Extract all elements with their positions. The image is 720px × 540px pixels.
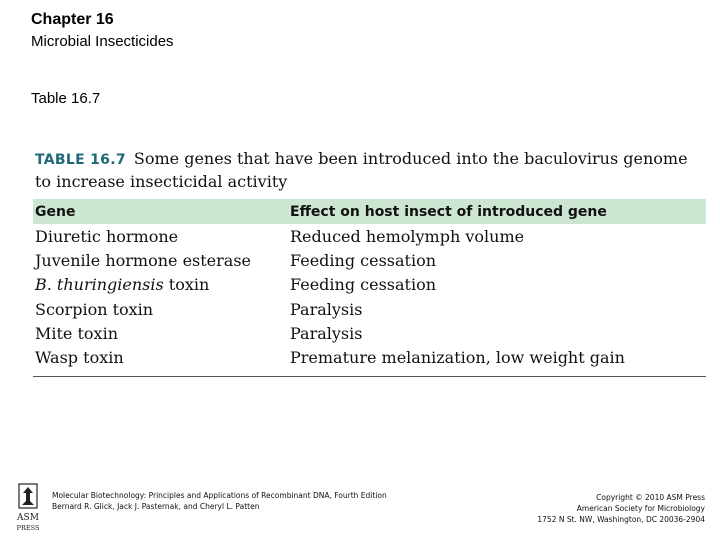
genes-table [33,199,706,377]
table-body [33,224,706,376]
table-row [33,345,706,369]
svg-text:PRESS: PRESS [16,524,40,532]
chapter-title: Chapter 16 [31,11,114,28]
effect-cell: Premature melanization, low weight gain [290,348,625,368]
gene-cell: Wasp toxin [35,348,124,368]
footer-book-citation [52,490,387,512]
gene-cell: Mite toxin [35,323,118,343]
publisher-name: American Society for Microbiology [576,504,705,513]
book-title: Molecular Biotechnology: Principles and Applications of Recombinant DNA, Fourth Edition [52,491,387,500]
effect-cell: Paralysis [290,323,363,343]
chapter-subtitle: Microbial Insecticides [31,33,174,50]
effect-cell: Feeding cessation [290,250,437,270]
effect-cell: Feeding cessation [290,275,437,295]
gene-cell [33,275,290,294]
copyright-line: Copyright © 2010 ASM Press [596,493,705,502]
caption-text: Some genes that have been introduced into the baculovirus genome to increase insecticidal activity [35,149,688,191]
table-row [33,224,706,248]
gene-cell: Diuretic hormone [35,226,179,246]
header-gene: Gene [35,203,76,220]
gene-suffix: toxin [163,275,210,295]
footer-copyright [537,492,705,525]
gene-cell: Scorpion toxin [35,299,154,319]
table-row [33,273,706,297]
table-row [33,297,706,321]
gene-cell: Juvenile hormone esterase [35,250,252,270]
table-caption [35,148,705,192]
publisher-address: 1752 N St. NW, Washington, DC 20036-2904 [537,515,705,524]
effect-cell: Reduced hemolymph volume [290,226,525,246]
table-header-row [33,199,706,224]
effect-cell: Paralysis [290,299,363,319]
book-authors: Bernard R. Glick, Jack J. Pasternak, and Cheryl L. Patten [52,502,260,511]
caption-number: TABLE 16.7 [35,152,126,168]
svg-text:ASM: ASM [17,513,39,523]
header-effect: Effect on host insect of introduced gene [290,203,607,220]
table-row [33,321,706,345]
gene-species-italic: B. thuringiensis [35,275,164,295]
table-row [33,248,706,272]
asm-press-logo-icon [16,483,40,533]
table-label: Table 16.7 [31,90,101,107]
